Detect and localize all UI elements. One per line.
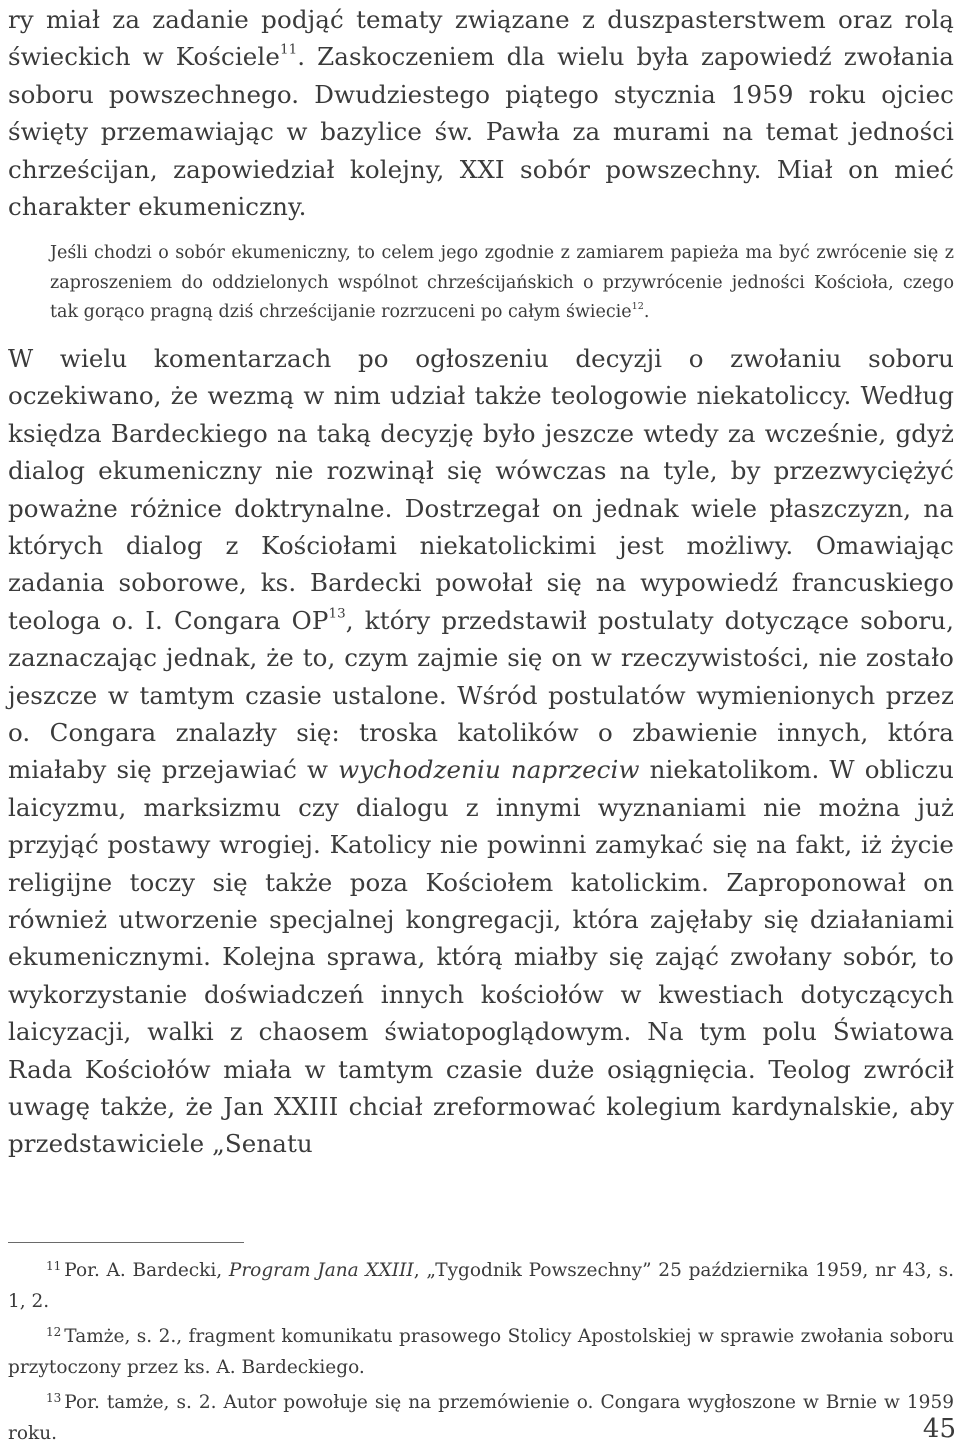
paragraph-text: ry miał za zadanie podjąć tematy związane z duszpasterstwem oraz rolą świeckich w Kościele — [8, 5, 954, 72]
paragraph-intro — [8, 1, 954, 225]
paragraph-text: , który przedstawił postulaty dotyczące soboru, zaznaczając jednak, że to, czym zajmie się on w rzeczywistości, nie zostało jeszcze w tamtym czasie ustalone. Wśród postulatów wymienionych przez o. Congara znalazły się: troska katolików o zbawienie innych, która miałaby się przejawiać w — [8, 605, 954, 785]
footnote-number: 12 — [46, 1325, 62, 1339]
footnote-text: , „Tygodnik Powszechny” 25 października 1959, nr 43, s. 1, 2. — [8, 1260, 955, 1312]
paragraph-text: W wielu komentarzach po ogłoszeniu decyzji o zwołaniu soboru oczekiwano, że wezmą w nim udział także teologowie niekatoliccy. Według księdza Bardeckiego na taką decyzję było jeszcze wtedy za wcześnie, gdyż dialog ekumeniczny nie rozwinął się wówczas na tyle, by przezwyciężyć poważne różnice doktrynalne. Dostrzegał on jednak wiele płaszczyzn, na których dialog z Kościołami niekatolickimi jest możliwy. Omawiając zadania soborowe, ks. Bardecki powołał się na wypowiedź francuskiego teologa o. I. Congara OP — [8, 343, 954, 635]
footnote-13 — [8, 1383, 954, 1449]
footnote-text: Por. tamże, s. 2. Autor powołuje się na przemówienie o. Congara wygłoszone w Brnie w 1959 roku. — [8, 1392, 954, 1444]
footnote-number: 11 — [46, 1259, 62, 1273]
footnote-text: Tamże, s. 2., fragment komunikatu prasowego Stolicy Apostolskiej w sprawie zwołania soboru przytoczony przez ks. A. Bardeckiego. — [8, 1326, 954, 1378]
page-number: 45 — [922, 1414, 956, 1444]
footnote-ref-12[interactable]: 12 — [631, 301, 644, 313]
footnote-11 — [8, 1251, 954, 1317]
footnote-12 — [8, 1317, 954, 1383]
paragraph-text: niekatolikom. W obliczu laicyzmu, marksizmu czy dialogu z innymi wyznaniami nie można już przyjąć postawy wrogiej. Katolicy nie powinni zamykać się na fakt, iż życie religijne toczy się także poza Kościołem katolickim. Zaproponował on również utworzenie specjalnej kongregacji, która zajęłaby się działaniami ekumenicznymi. Kolejna sprawa, którą miałby się zająć zwołany sobór, to wykorzystanie doświadczeń innych kościołów w kwestiach dotyczących laicyzacji, walki z chaosem światopoglądowym. Na tym polu Światowa Rada Kościołów miała w tamtym czasie duże osiągnięcia. Teolog zwrócił uwagę także, że Jan XXIII chciał zreformować kolegium kardynalskie, aby przedstawiciele „Senatu — [8, 755, 954, 1159]
block-quote — [50, 239, 954, 328]
footnote-number: 13 — [46, 1391, 62, 1405]
footnote-ref-13[interactable]: 13 — [328, 605, 346, 622]
footnote-text: Por. A. Bardecki, — [64, 1260, 229, 1281]
emphasis-text: wychodzeniu naprzeciw — [338, 755, 640, 785]
quote-end: . — [643, 302, 650, 323]
footnote-title: Program Jana XXIII — [228, 1260, 414, 1281]
footnote-divider — [8, 1242, 244, 1243]
paragraph-main — [8, 340, 954, 1163]
footnotes — [8, 1251, 954, 1449]
page-body — [8, 0, 954, 1163]
footnote-ref-11[interactable]: 11 — [279, 41, 298, 58]
quote-text: Jeśli chodzi o sobór ekumeniczny, to celem jego zgodnie z zamiarem papieża ma być zwrócenie się z zaproszeniem do oddzielonych wspólnot chrześcijańskich o przywrócenie jedności Kościoła, czego tak gorąco pragną dziś chrześcijanie rozrzuceni po całym świecie — [50, 243, 954, 323]
paragraph-text: . Zaskoczeniem dla wielu była zapowiedź zwołania soboru powszechnego. Dwudziestego piątego stycznia 1959 roku ojciec święty przemawiając w bazylice św. Pawła za murami na temat jedności chrześcijan, zapowiedział kolejny, XXI sobór powszechny. Miał on mieć charakter ekumeniczny. — [8, 42, 954, 222]
